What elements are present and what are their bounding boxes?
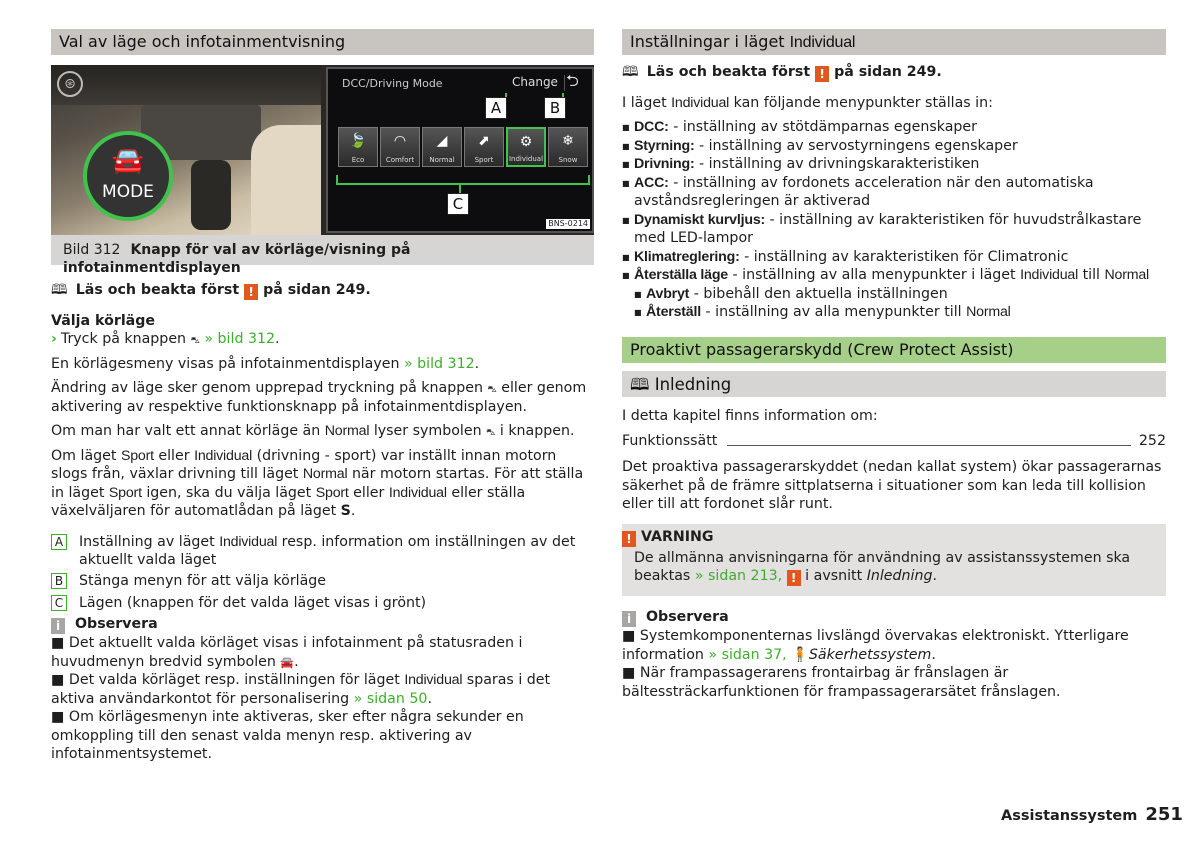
legend-item-b: B Stänga menyn för att välja körläge	[51, 572, 594, 590]
label-c: C	[447, 193, 469, 215]
toc-entry[interactable]: Funktionssätt 252	[622, 432, 1166, 449]
read-first: 🕮 Läs och beakta först ! på sidan 249.	[51, 282, 371, 299]
mode-symbol-icon: ⛍	[190, 336, 200, 347]
step: › Tryck på knappen ⛍ » bild 312.	[51, 331, 280, 348]
warning-icon: !	[622, 531, 636, 547]
warning-box: ! VARNING De allmänna anvisningarna för användning av assistanssystemen ska beaktas » sidan 213, ! i avsnitt Inledning.	[622, 524, 1166, 596]
legend	[51, 533, 594, 613]
menu-items-list: ■ DCC: - inställning av stötdämparnas egenskaper ■ Styrning: - inställning av servostyrningens egenskaper ■ Drivning: - inställning av drivningskarakteristiken ■ ACC: - inställning av fordonets acceleration när den automatiska avståndsregleringen är aktiverad ■ Dynamiskt kurvljus: - inställning av karakteristiken för huvudstrålkastare med LED-lampor ■ Klimatreglering: - inställning av karakteristiken för Climatronic ■ Återställa läge - inställning av alla menypunkter i läget Individual till Normal	[622, 118, 1166, 284]
link-figure[interactable]: » bild 312	[403, 355, 475, 372]
book-icon: 🕮	[51, 282, 68, 298]
left-column: Val av läge och infotainmentvisning ⊛ 🚘 MODE DCC/Driving Mode Change ⮌ 🍃 Eco ◠ Comfort ◢ Normal ⬈ Sport ⚙ Individual ❄ Snow A B C BNS-0214 Bild 312 Knapp för val av körläge/visning på infotainmentdisplayen 🕮 Läs och beakta först ! på sidan 249. Välja körläge › Tryck på knappen ⛍ » bild 312. En körlägesmeny visas på infotainmentdisplayen » bild 312. Ändring av läge sker genom upprepad tryckning på knappen ⛍ eller genom aktivering av respektive funktionsknapp på infotainmentdisplayen. Om man har valt ett annat körläge än Normal lyser symbolen ⛍ i knappen. Om läget Sport eller Individual (drivning - sport) var inställt innan motorn slogs från, växlar drivning till läget Normal när motorn startas. För att ställa in läget Sport igen, ska du välja läget Sport eller Individual eller ställa växelväljaren för automatlådan på läget S. A Inställning av läget Individual resp. information om inställningen av det aktuellt valda läget B Stänga menyn för att välja körläge C Lägen (knappen för det valda läget visas i grönt) i Observera ■ Det aktuellt valda körläget visas i infotainment på statusraden i huvudmenyn bredvid symbolen 🚘. ■ Det valda körläget resp. inställningen för läget Individual sparas i det aktiva användarkontot för personalisering » sidan 50. ■ Om körlägesmenyn inte aktiveras, sker efter några sekunder en omkoppling till den senast valda menyn resp. aktivering av infotainmentsystemet.	[51, 29, 594, 764]
mode-symbol-icon: ⛍	[486, 428, 496, 439]
warning-icon: !	[787, 570, 801, 586]
mode-snow: ❄ Snow	[548, 127, 588, 167]
warning-icon: !	[244, 284, 258, 300]
page-footer: Assistanssystem 251	[1001, 804, 1183, 825]
mode-symbol-icon: ⛍	[487, 385, 497, 396]
right-column: Inställningar i läget Individual 🕮 Läs och beakta först ! på sidan 249. I läget Individual kan följande menypunkter ställas in: ■ DCC: - inställning av stötdämparnas egenskaper ■ Styrning: - inställning av servostyrningens egenskaper ■ Drivning: - inställning av drivningskarakteristiken ■ ACC: - inställning av fordonets acceleration när den automatiska avståndsregleringen är aktiverad ■ Dynamiskt kurvljus: - inställning av karakteristiken för huvudstrålkastare med LED-lampor ■ Klimatreglering: - inställning av karakteristiken för Climatronic ■ Återställa läge - inställning av alla menypunkter i läget Individual till Normal ■ Avbryt - bibehåll den aktuella inställningen ■ Återställ - inställning av alla menypunkter till Normal Proaktivt passagerarskydd (Crew Protect Assist) 🕮 Inledning I detta kapitel finns information om: Funktionssätt 252 Det proaktiva passagerarskyddet (nedan kallat system) ökar passagerarnas säkerhet på de främre sittplatserna i situationer som kan leda till kollision eller till att fordonet slår runt. ! VARNING De allmänna anvisningarna för användning av assistanssystemen ska beaktas » sidan 213, ! i avsnitt Inledning. i Observera ■ Systemkomponenternas livslängd övervakas elektroniskt. Ytterligare information » sidan 37, 🧍Säkerhetssystem. ■ När frampassagerarens frontairbag är frånslagen är bältessträckarfunktionen för frampassagerarsätet frånslagen.	[622, 29, 1166, 701]
note-box: i Observera ■ Systemkomponenternas livslängd övervakas elektroniskt. Ytterligare information » sidan 37, 🧍Säkerhetssystem. ■ När frampassagerarens frontairbag är frånslagen är bältessträckarfunktionen för frampassagerarsätet frånslagen.	[622, 609, 1129, 700]
mode-buttons	[338, 127, 588, 167]
mode-eco: 🍃 Eco	[338, 127, 378, 167]
mode-button: 🚘 MODE	[83, 131, 173, 221]
mode-individual: ⚙ Individual	[506, 127, 546, 167]
subsection-header: 🕮 Inledning	[622, 371, 1166, 397]
reset-sub-list: ■ Avbryt - bibehåll den aktuella inställningen ■ Återställ - inställning av alla menypunkter till Normal	[622, 285, 1166, 322]
figure-caption: Bild 312 Knapp för val av körläge/visning på infotainmentdisplayen	[51, 235, 594, 265]
subheading: Välja körläge	[51, 313, 156, 329]
back-arrow-icon: ⮌	[566, 71, 579, 90]
mode-sport: ⬈ Sport	[464, 127, 504, 167]
section-header-green: Proaktivt passagerarskydd (Crew Protect Assist)	[622, 337, 1166, 363]
warning-icon: !	[815, 66, 829, 82]
mode-comfort: ◠ Comfort	[380, 127, 420, 167]
skoda-logo-icon: ⊛	[57, 71, 83, 97]
legend-item-c: C Lägen (knappen för det valda läget visas i grönt)	[51, 594, 594, 612]
mode-bracket	[336, 175, 590, 185]
book-icon: 🕮	[622, 64, 639, 80]
safety-icon: 🧍	[791, 646, 809, 663]
section-header: Val av läge och infotainmentvisning	[51, 29, 594, 55]
car-icon: 🚘	[111, 146, 145, 176]
car-interior-photo	[51, 65, 321, 235]
read-first: 🕮 Läs och beakta först ! på sidan 249.	[622, 64, 942, 81]
link-figure[interactable]: » bild 312	[204, 331, 276, 348]
info-icon: i	[51, 618, 65, 634]
figure-312	[51, 65, 594, 235]
legend-item-a: A Inställning av läget Individual resp. information om inställningen av det aktuellt valda läget	[51, 533, 594, 570]
book-icon: 🕮	[630, 375, 650, 395]
section-header: Inställningar i läget Individual	[622, 29, 1166, 55]
car-status-icon: 🚘	[280, 655, 295, 669]
change-button: Change	[512, 75, 565, 91]
note-box: i Observera ■ Det aktuellt valda körläget visas i infotainment på statusraden i huvudmenyn bredvid symbolen 🚘. ■ Det valda körläget resp. inställningen för läget Individual sparas i det aktiva användarkontot för personalisering » sidan 50. ■ Om körlägesmenyn inte aktiveras, sker efter några sekunder en omkoppling till den senast valda menyn resp. aktivering av infotainmentsystemet.	[51, 616, 551, 763]
info-icon: i	[622, 611, 636, 627]
mode-normal: ◢ Normal	[422, 127, 462, 167]
figure-code: BNS-0214	[548, 218, 588, 228]
label-b: B	[544, 97, 566, 119]
infotainment-screen: DCC/Driving Mode Change ⮌ 🍃 Eco ◠ Comfort ◢ Normal ⬈ Sport ⚙ Individual ❄ Snow A B C BNS-0214	[326, 67, 594, 233]
label-a: A	[485, 97, 507, 119]
